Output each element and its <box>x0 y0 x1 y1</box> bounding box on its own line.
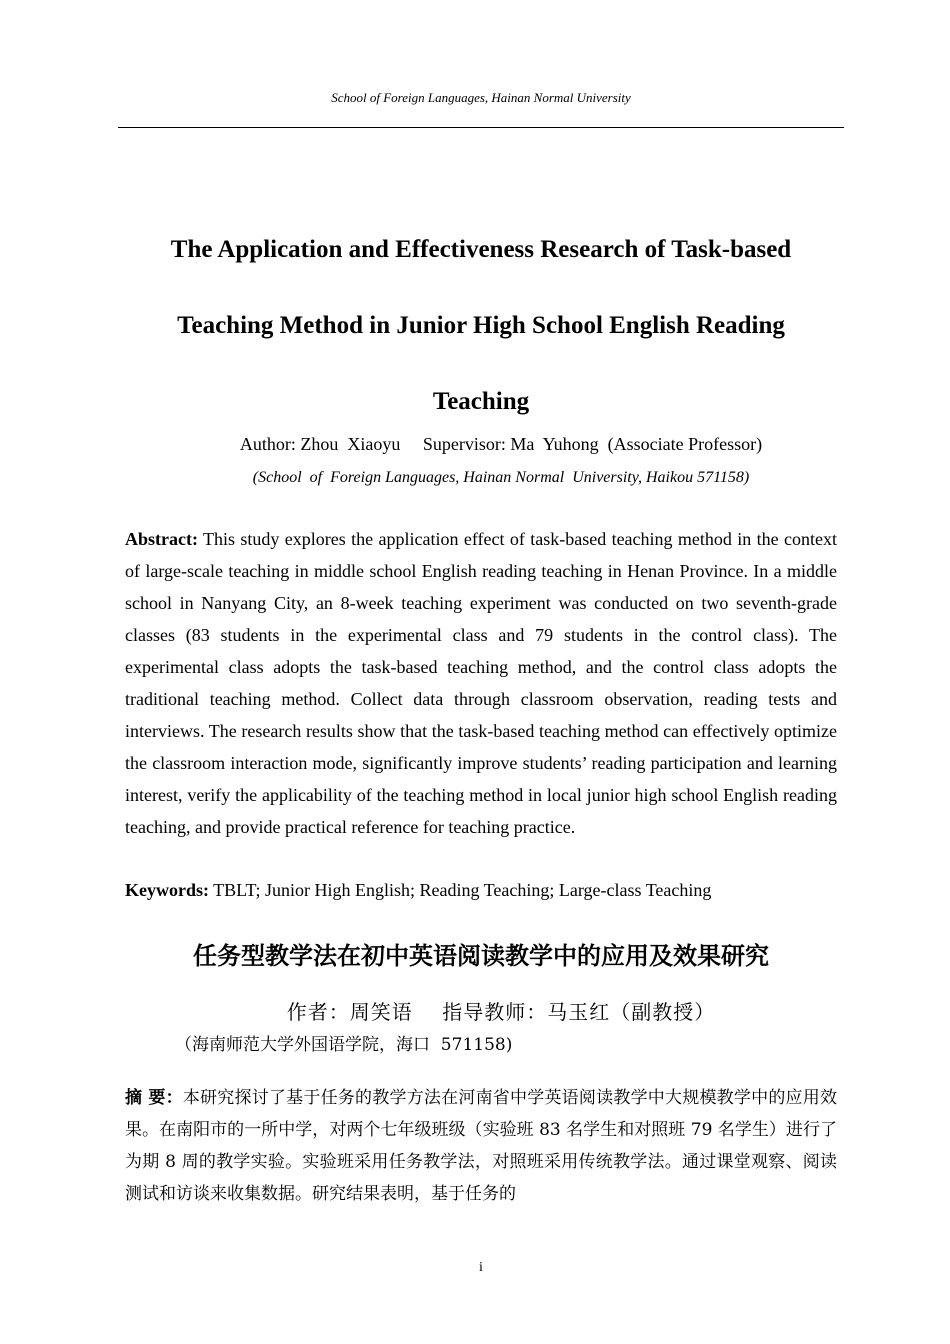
keywords-label: Keywords: <box>125 880 209 900</box>
chinese-author-line: 作者：周笑语 指导教师：马玉红（副教授） <box>286 1000 716 1024</box>
chinese-abstract <box>125 1082 837 1210</box>
page-number: i <box>479 1260 483 1275</box>
keywords-text: TBLT; Junior High English; Reading Teaching; Large-class Teaching <box>209 880 712 900</box>
keywords <box>125 874 837 906</box>
abstract <box>125 523 837 843</box>
chinese-affiliation-line: （海南师范大学外国语学院，海口 571158) <box>175 1035 513 1055</box>
title-line: Teaching <box>432 388 530 415</box>
abstract-text: This study explores the application effect of task-based teaching method in the context of large-scale teaching in middle school English reading teaching in Henan Province. In a middle school in Nanyang City, an 8-week teaching experiment was conducted on two seventh-grade classes (83 students in the experimental class and 79 students in the control class). The experimental class adopts the task-based teaching method, and the control class adopts the traditional teaching method. Collect data through classroom observation, reading tests and interviews. The research results show that the task-based teaching method can effectively optimize the classroom interaction mode, significantly improve students’ reading participation and learning interest, verify the applicability of the teaching method in local junior high school English reading teaching, and provide practical reference for teaching practice. <box>125 529 837 837</box>
header-rule <box>118 127 844 128</box>
affiliation-line: (School of Foreign Languages, Hainan Normal University, Haikou 571158) <box>252 469 750 486</box>
title-line: The Application and Effectiveness Research of Task-based <box>170 236 792 263</box>
abstract-label: Abstract: <box>125 529 198 549</box>
chinese-abstract-text: 本研究探讨了基于任务的教学方法在河南省中学英语阅读教学中大规模教学中的应用效果。在南阳市的一所中学，对两个七年级班级（实验班 83 名学生和对照班 79 名学生）进行了为期 8 周的教学实验。实验班采用任务教学法，对照班采用传统教学法。通过课堂观察、阅读测试和访谈来收集数据。研究结果表明，基于任务的 <box>125 1088 838 1204</box>
chinese-abstract-label: 摘 要： <box>125 1088 183 1108</box>
paper-title <box>118 212 844 440</box>
chinese-title: 任务型教学法在初中英语阅读教学中的应用及效果研究 <box>193 942 769 970</box>
title-line: Teaching Method in Junior High School English Reading <box>177 312 785 339</box>
author-line: Author: Zhou Xiaoyu Supervisor: Ma Yuhong (Associate Professor) <box>239 434 763 454</box>
running-header: School of Foreign Languages, Hainan Normal University <box>331 90 631 105</box>
